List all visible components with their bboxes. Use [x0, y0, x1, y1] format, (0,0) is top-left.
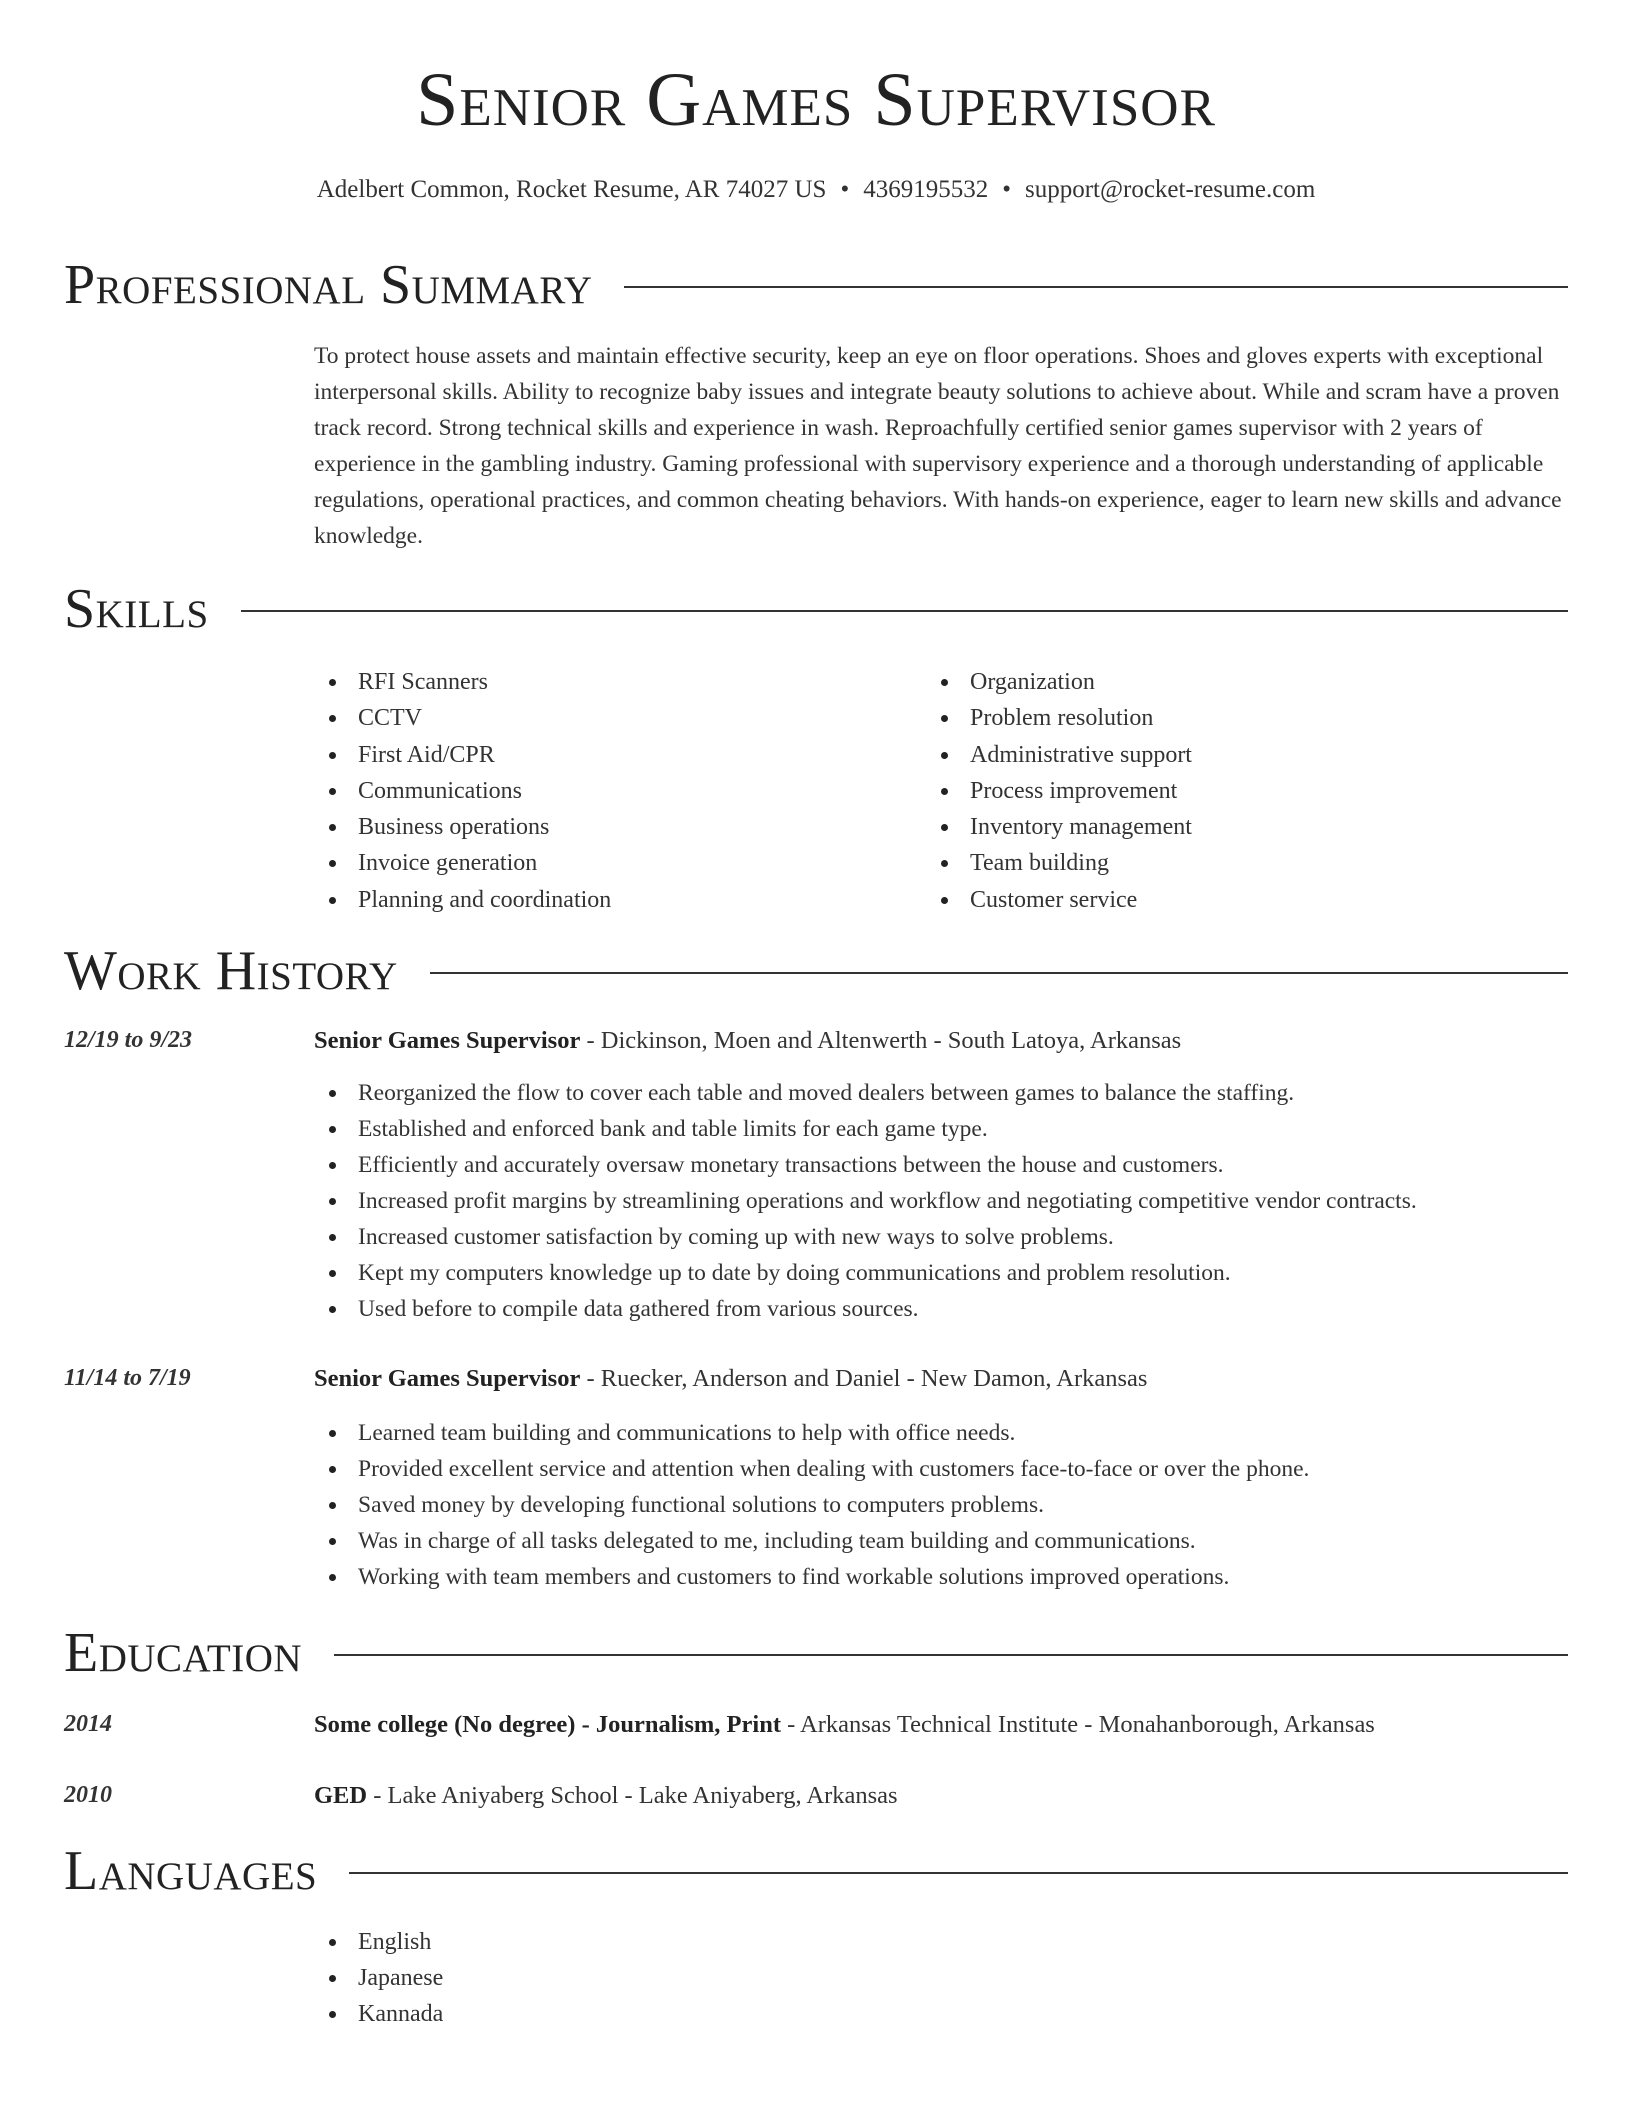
section-title: Education	[64, 1622, 303, 1684]
job-bullet: Increased customer satisfaction by coming up with new ways to solve problems.	[314, 1219, 1417, 1255]
section-divider	[430, 972, 1568, 974]
education-line	[314, 1711, 1375, 1739]
job-bullet: Learned team building and communications to help with office needs.	[314, 1415, 1309, 1451]
section-divider	[334, 1654, 1568, 1656]
contact-line	[0, 176, 1632, 204]
job-bullet: Increased profit margins by streamlining operations and workflow and negotiating competitive vendor contracts.	[314, 1183, 1417, 1219]
skill-item: RFI Scanners	[314, 664, 611, 700]
section-title: Languages	[64, 1840, 318, 1902]
job-bullet: Saved money by developing functional solutions to computers problems.	[314, 1487, 1309, 1523]
section-divider	[241, 610, 1568, 612]
education-year: 2014	[64, 1711, 112, 1737]
education-year: 2010	[64, 1782, 112, 1808]
language-item: Kannada	[314, 1996, 443, 2032]
skill-item: Team building	[926, 845, 1192, 881]
section-title: Professional Summary	[64, 254, 593, 316]
section-work-header	[64, 940, 1568, 1002]
contact-separator: •	[1002, 176, 1011, 203]
job-bullet: Provided excellent service and attention when dealing with customers face-to-face or over the phone.	[314, 1451, 1309, 1487]
language-item: Japanese	[314, 1960, 443, 1996]
job-dates: 11/14 to 7/19	[64, 1365, 191, 1391]
job-bullet: Efficiently and accurately oversaw monetary transactions between the house and customers.	[314, 1147, 1417, 1183]
skill-item: Communications	[314, 773, 611, 809]
job-details: - Dickinson, Moen and Altenwerth - South Latoya, Arkansas	[580, 1027, 1182, 1054]
contact-phone: 4369195532	[863, 176, 989, 203]
section-languages-header	[64, 1840, 1568, 1902]
skill-item: First Aid/CPR	[314, 737, 611, 773]
section-divider	[624, 286, 1568, 288]
skill-item: Administrative support	[926, 737, 1192, 773]
skill-item: Problem resolution	[926, 700, 1192, 736]
skill-item: Planning and coordination	[314, 882, 611, 918]
contact-address: Adelbert Common, Rocket Resume, AR 74027 US	[316, 176, 827, 203]
job-bullet: Kept my computers knowledge up to date by doing communications and problem resolution.	[314, 1255, 1417, 1291]
skill-item: Invoice generation	[314, 845, 611, 881]
skills-list-left	[314, 664, 611, 918]
job-title: Senior Games Supervisor	[314, 1027, 581, 1054]
job-bullets	[314, 1075, 1417, 1327]
job-details: - Ruecker, Anderson and Daniel - New Damon, Arkansas	[580, 1365, 1148, 1392]
education-details: - Lake Aniyaberg School - Lake Aniyaberg, Arkansas	[367, 1782, 898, 1809]
job-title-line	[314, 1027, 1181, 1055]
skill-item: Organization	[926, 664, 1192, 700]
job-bullets	[314, 1415, 1309, 1595]
resume-name: Senior Games Supervisor	[416, 58, 1216, 142]
skill-item: CCTV	[314, 700, 611, 736]
job-title: Senior Games Supervisor	[314, 1365, 581, 1392]
job-bullet: Reorganized the flow to cover each table and moved dealers between games to balance the staffing.	[314, 1075, 1417, 1111]
section-title: Work History	[64, 940, 398, 1002]
job-title-line	[314, 1365, 1147, 1393]
job-dates: 12/19 to 9/23	[64, 1027, 193, 1053]
section-divider	[349, 1872, 1568, 1874]
section-education-header	[64, 1622, 1568, 1684]
summary-text: To protect house assets and maintain effective security, keep an eye on floor operations. Shoes and gloves experts with exceptional interpersonal skills. Ability to recognize baby issues and integrate beauty solutions to achieve about. While and scram have a proven track record. Strong technical skills and experience in wash. Reproachfully certified senior games supervisor with 2 years of experience in the gambling industry. Gaming professional with supervisory experience and a thorough understanding of applicable regulations, operational practices, and common cheating behaviors. With hands-on experience, eager to learn new skills and advance knowledge.	[314, 343, 1562, 549]
education-degree: GED	[314, 1782, 368, 1809]
skill-item: Business operations	[314, 809, 611, 845]
contact-email: support@rocket-resume.com	[1024, 176, 1316, 203]
education-degree: Some college (No degree) - Journalism, Print	[314, 1711, 781, 1738]
section-skills-header	[64, 578, 1568, 640]
skill-item: Inventory management	[926, 809, 1192, 845]
languages-list	[314, 1924, 443, 2032]
skills-list-right	[926, 664, 1192, 918]
section-summary-header	[64, 254, 1568, 316]
education-details: - Arkansas Technical Institute - Monahanborough, Arkansas	[780, 1711, 1375, 1738]
language-item: English	[314, 1924, 443, 1960]
education-line	[314, 1782, 898, 1810]
job-bullet: Established and enforced bank and table limits for each game type.	[314, 1111, 1417, 1147]
contact-separator: •	[840, 176, 850, 203]
job-bullet: Used before to compile data gathered from various sources.	[314, 1291, 1417, 1327]
job-bullet: Working with team members and customers to find workable solutions improved operations.	[314, 1559, 1309, 1595]
skill-item: Process improvement	[926, 773, 1192, 809]
job-bullet: Was in charge of all tasks delegated to me, including team building and communications.	[314, 1523, 1309, 1559]
skill-item: Customer service	[926, 882, 1192, 918]
section-title: Skills	[64, 578, 209, 640]
